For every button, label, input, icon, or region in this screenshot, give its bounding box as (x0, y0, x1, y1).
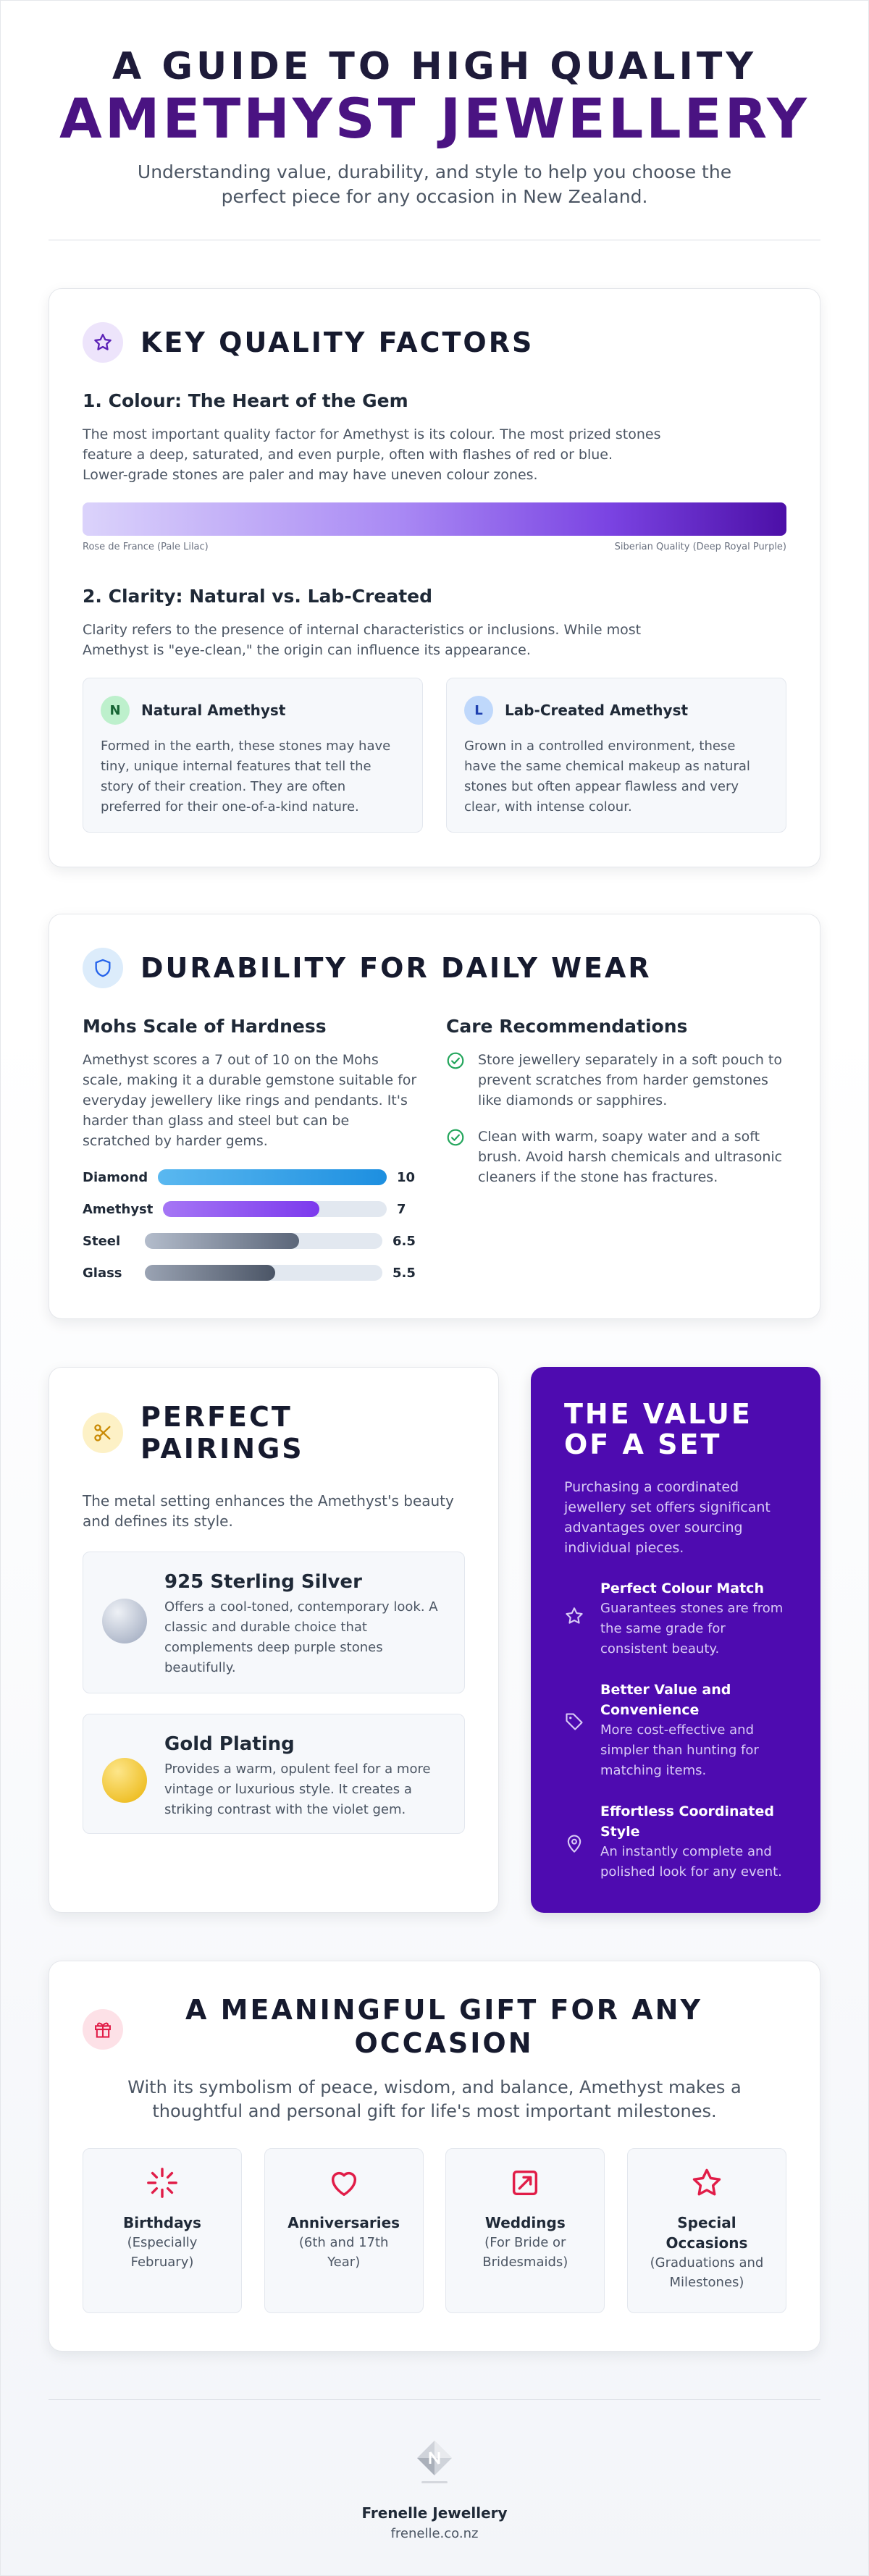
care-item-text: Clean with warm, soapy water and a soft brush. Avoid harsh chemicals and ultrasonic cleaners if the stone has fractures. (478, 1129, 783, 1185)
value-item-title: Better Value and Convenience (600, 1682, 731, 1718)
bar-label: Steel (83, 1233, 121, 1249)
brand-logo (414, 2439, 455, 2487)
care-item (446, 1050, 786, 1111)
rings-icon (508, 2166, 542, 2200)
value-item-text: More cost-effective and simpler than hunting for matching items. (600, 1722, 759, 1778)
bar-track (158, 1169, 387, 1185)
gradient-label-left: Rose de France (Pale Lilac) (83, 542, 209, 552)
pairings-card (49, 1367, 499, 1913)
lab-title: Lab-Created Amethyst (505, 702, 689, 719)
gold-title: Gold Plating (164, 1733, 295, 1755)
clarity-text: Clarity refers to the presence of internal characteristics or inclusions. While most Amethyst is "eye-clean," the origin can influence its appearance. (83, 622, 642, 658)
page-subtitle: Understanding value, durability, and style to help you choose the perfect piece for any occasion in New Zealand. (137, 161, 732, 207)
value-item (564, 1801, 787, 1882)
star-icon (690, 2166, 723, 2200)
occasion-title: Birthdays (123, 2214, 201, 2231)
durability-card (49, 914, 820, 1319)
care-item-text: Store jewellery separately in a soft pouch to prevent scratches from harder gemstones like diamonds or sapphires. (478, 1052, 782, 1108)
value-title-line2: OF A SET (564, 1428, 722, 1460)
value-item-text: An instantly complete and polished look for any event. (600, 1844, 782, 1880)
section-title: PERFECT PAIRINGS (140, 1401, 304, 1465)
care-heading: Care Recommendations (446, 1016, 688, 1037)
occasion-weddings (445, 2148, 605, 2313)
heart-icon (327, 2166, 361, 2200)
page-title-line1: A GUIDE TO HIGH QUALITY (112, 45, 757, 88)
gift-card (49, 1961, 820, 2352)
shield-icon (83, 948, 123, 988)
value-item-text: Guarantees stones are from the same grade for consistent beauty. (600, 1601, 784, 1657)
value-item-title: Perfect Colour Match (600, 1580, 764, 1596)
clarity-heading: 2. Clarity: Natural vs. Lab-Created (83, 586, 432, 607)
gift-icon (83, 2009, 123, 2050)
bar-fill (145, 1265, 275, 1281)
bar-fill (158, 1169, 387, 1185)
gradient-label-right: Siberian Quality (Deep Royal Purple) (614, 542, 786, 552)
silver-swatch (102, 1599, 147, 1643)
occasion-birthdays (83, 2148, 242, 2313)
bar-label: Diamond (83, 1169, 148, 1185)
value-title-line1: THE VALUE (564, 1398, 752, 1430)
check-circle-icon (446, 1051, 465, 1070)
lab-text: Grown in a controlled environment, these have the same chemical makeup as natural stones but often appear flawless and very clear, with intense colour. (464, 738, 750, 815)
hardness-bar-row (83, 1225, 417, 1257)
colour-text: The most important quality factor for Amethyst is its colour. The most prized stones feature a deep, saturated, and even purple, often with flashes of red or blue. Lower-grade stones are paler and may have uneven colour zones. (83, 426, 661, 483)
occasion-sub: (6th and 17th Year) (298, 2235, 389, 2270)
mohs-text: Amethyst scores a 7 out of 10 on the Mohs scale, making it a durable gemstone suitable for everyday jewellery like rings and pendants. It's harder than glass and steel but can be scratched by harder gems. (83, 1052, 417, 1149)
value-item (564, 1578, 787, 1659)
quality-card (49, 288, 820, 867)
silver-title: 925 Sterling Silver (164, 1571, 362, 1593)
lab-badge: L (464, 696, 493, 725)
hardness-bar-row (83, 1193, 417, 1225)
lab-amethyst-box (446, 678, 786, 833)
care-column (446, 1016, 786, 1289)
bar-value: 7 (397, 1201, 406, 1217)
scissors-icon (83, 1413, 123, 1453)
section-title: A MEANINGFUL GIFT FOR ANY OCCASION (185, 1994, 702, 2059)
colour-heading: 1. Colour: The Heart of the Gem (83, 390, 408, 411)
brand-name: Frenelle Jewellery (361, 2504, 508, 2522)
natural-badge: N (101, 696, 130, 725)
bar-value: 6.5 (392, 1233, 416, 1249)
silver-box (83, 1552, 465, 1693)
footer (49, 2400, 820, 2541)
star-icon (83, 322, 123, 363)
occasion-sub: (Especially February) (127, 2235, 198, 2270)
check-circle-icon (446, 1128, 465, 1147)
bar-label: Glass (83, 1265, 122, 1281)
occasion-special (627, 2148, 786, 2313)
value-of-set-card (531, 1367, 820, 1913)
natural-amethyst-box (83, 678, 423, 833)
pairings-intro: The metal setting enhances the Amethyst's beauty and defines its style. (83, 1492, 454, 1530)
gold-box (83, 1714, 465, 1834)
occasion-title: Anniversaries (287, 2214, 400, 2231)
sparkle-burst-icon (146, 2166, 179, 2200)
occasion-sub: (Graduations and Milestones) (650, 2255, 764, 2290)
natural-title: Natural Amethyst (141, 702, 286, 719)
bar-label: Amethyst (83, 1201, 154, 1217)
occasion-sub: (For Bride or Bridesmaids) (482, 2235, 568, 2270)
hardness-bar-row (83, 1161, 417, 1193)
tag-icon (564, 1712, 584, 1781)
header (49, 1, 820, 209)
mohs-heading: Mohs Scale of Hardness (83, 1016, 327, 1037)
section-title: DURABILITY FOR DAILY WEAR (140, 952, 652, 984)
bar-track (145, 1265, 382, 1281)
bar-value: 5.5 (392, 1265, 416, 1281)
brand-url[interactable]: frenelle.co.nz (390, 2526, 479, 2541)
star-outline-icon (564, 1606, 584, 1659)
mohs-column (83, 1016, 417, 1289)
value-item-title: Effortless Coordinated Style (600, 1803, 774, 1840)
map-pin-icon (564, 1833, 584, 1882)
bar-track (163, 1201, 387, 1217)
silver-text: Offers a cool-toned, contemporary look. A classic and durable choice that complements deep purple stones beautifully. (164, 1599, 438, 1675)
care-item (446, 1127, 786, 1187)
bar-fill (145, 1233, 299, 1249)
hardness-bar-row (83, 1257, 417, 1289)
section-title: KEY QUALITY FACTORS (140, 327, 534, 358)
value-item (564, 1680, 787, 1781)
occasion-title: Special Occasions (666, 2214, 748, 2252)
occasion-anniversaries (264, 2148, 424, 2313)
gift-text: With its symbolism of peace, wisdom, and balance, Amethyst makes a thoughtful and personal gift for life's most important milestones. (127, 2077, 742, 2121)
natural-text: Formed in the earth, these stones may have tiny, unique internal features that tell the story of their creation. They are often preferred for their one-of-a-kind nature. (101, 738, 391, 815)
colour-gradient-bar (83, 502, 786, 536)
bar-fill (163, 1201, 319, 1217)
gold-swatch (102, 1758, 147, 1803)
bar-value: 10 (397, 1169, 416, 1185)
gold-text: Provides a warm, opulent feel for a more vintage or luxurious style. It creates a striking contrast with the violet gem. (164, 1761, 431, 1817)
bar-track (145, 1233, 382, 1249)
occasion-title: Weddings (484, 2214, 566, 2231)
value-text: Purchasing a coordinated jewellery set offers significant advantages over sourcing individual pieces. (564, 1479, 771, 1556)
hardness-chart (83, 1161, 417, 1289)
page-title-line2: AMETHYST JEWELLERY (59, 86, 810, 151)
